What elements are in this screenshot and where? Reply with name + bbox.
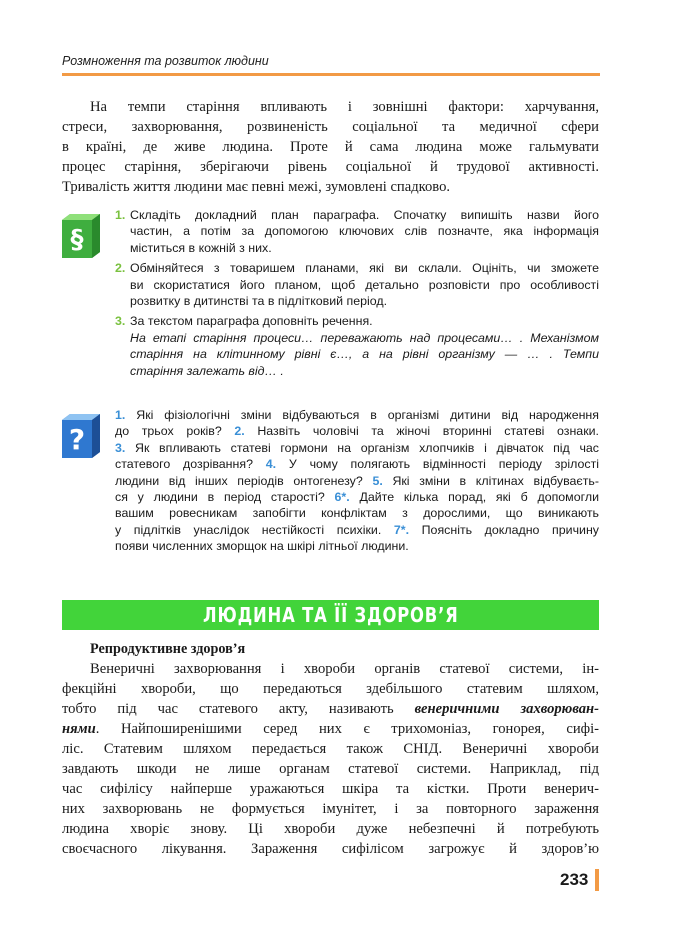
question-line: появи численних зморщок на шкірі літньої людини.	[115, 539, 409, 554]
question-line: вашим ровесникам запобігти конфліктам з дорослими, що виникають	[115, 506, 599, 521]
task-number: 2.	[115, 261, 126, 276]
question-text: Як впливають статеві гормони на організм хлопчиків і дівчаток під час	[135, 440, 599, 455]
paragraph-line: ліс. Статевим шляхом передається також СНІД. Венеричні хвороби	[62, 741, 599, 757]
question-number: 3.	[115, 440, 126, 455]
task-number: 1.	[115, 208, 126, 222]
question-line	[115, 522, 599, 538]
question-number: 1.	[115, 408, 126, 422]
intro-line: На темпи старіння впливають і зовнішні фактори: харчування,	[90, 99, 599, 115]
paragraph-line: Венеричні захворювання і хвороби органів статевої системи, ін-	[90, 661, 599, 677]
intro-line: Тривалість життя людини має певні межі, зумовлені спадково.	[62, 179, 451, 195]
paragraph-line	[62, 719, 599, 739]
task-line: ви скористатися його планом, щоб детально розповісти про особливості	[130, 277, 599, 292]
paragraph-section-icon	[62, 210, 102, 260]
paragraph-line: своєчасного лікування. Зараження сифілісом загрожує й здоров’ю	[62, 841, 599, 857]
task-line: міститься в кожній з них.	[130, 240, 272, 255]
question-line	[115, 440, 599, 456]
question-text: до трьох років?	[115, 424, 222, 439]
question-number: 2.	[234, 424, 245, 439]
intro-line: в країні, де живе людина. Проте й сама людина може гальмувати	[62, 139, 599, 155]
question-number: 6*.	[334, 490, 350, 505]
question-line	[115, 456, 599, 472]
question-text: у підлітків унаслідок нестійкості психіки.	[115, 522, 382, 537]
question-line	[115, 423, 599, 439]
paragraph-line	[62, 699, 599, 719]
paragraph-text: . Найпоширенішими серед них є трихомоніаз, гонорея, сифі-	[95, 721, 599, 737]
paragraph-line: фекційні хвороби, що передаються здебільшого статевим шляхом,	[62, 681, 599, 697]
question-number: 7*.	[393, 522, 410, 537]
task-item	[115, 207, 599, 256]
svg-text:§: §	[70, 225, 84, 255]
question-line	[115, 489, 599, 505]
task-line: частин, а потім за допомогою ключових слів позначте, яка інформація	[130, 224, 599, 239]
question-number: 5.	[372, 473, 383, 488]
question-number: 4.	[265, 457, 277, 472]
section-banner-title: ЛЮДИНА ТА ЇЇ ЗДОРОВ’Я	[202, 603, 459, 627]
page-number: 233	[560, 870, 589, 889]
page-number-bar	[595, 869, 599, 891]
question-list	[115, 407, 599, 555]
intro-paragraph	[62, 97, 599, 197]
task-italic-line: старіння залежать від… .	[130, 363, 284, 378]
question-text: людини від інших періодів онтогенезу?	[115, 473, 363, 488]
question-text: статевого дозрівання?	[115, 457, 253, 472]
task-line: Складіть докладний план параграфа. Спочатку випишіть назви його	[130, 208, 599, 222]
question-text: ся у людини в період старості?	[115, 490, 325, 505]
question-line	[115, 407, 599, 423]
section-paragraph	[62, 659, 599, 859]
term-emphasis: венеричними захворюван-	[414, 701, 599, 717]
question-text: Назвіть чоловічі та жіночі вторинні статеві ознаки.	[257, 424, 599, 439]
paragraph-text: тобто під час статевого акту, називають	[62, 701, 394, 717]
question-text: Які зміни в клітинах відбуваєть-	[392, 473, 599, 488]
task-line: Обміняйтеся з товаришем планами, які ви склали. Оцініть, чи зможете	[130, 261, 599, 276]
paragraph-line: завдають шкоди не лише органам статевої системи. Наприклад, під	[62, 761, 599, 777]
task-line: За текстом параграфа доповніть речення.	[130, 314, 373, 329]
task-number: 3.	[115, 314, 126, 329]
question-line	[115, 473, 599, 489]
question-icon	[62, 410, 102, 460]
task-item	[115, 313, 599, 379]
task-italic-line: На етапі старіння процеси… переважають над процесами… . Механізмом	[130, 330, 599, 345]
task-list	[115, 207, 599, 383]
task-line: розвитку в дитинстві та в підлітковий період.	[130, 294, 388, 309]
running-header: Розмноження та розвиток людини	[62, 54, 269, 68]
section-banner	[62, 600, 599, 630]
task-item	[115, 260, 599, 309]
paragraph-line: час сифілісу найперше уражаються шкіра та кістки. Проти венерич-	[62, 781, 599, 797]
term-emphasis: нями	[62, 721, 96, 737]
question-text: У чому полягають відмінності періоду зрілості	[288, 457, 599, 472]
intro-line: стреси, захворювання, розвиненість соціальної та медичної сфери	[62, 119, 599, 135]
question-text: Поясніть докладно причину	[421, 522, 599, 537]
question-text: Дайте кілька порад, які б допомогли	[359, 490, 599, 505]
section-subtitle: Репродуктивне здоров’я	[90, 641, 246, 657]
header-rule	[62, 73, 600, 76]
paragraph-line: людина хворіє знову. Ці хвороби дуже небезпечні й потребують	[62, 821, 599, 837]
paragraph-line: них захворювань не формується імунітет, і за повторного зараження	[62, 801, 599, 817]
task-italic-line: старіння на клітинному рівні є…, а на рівні організму — … . Темпи	[130, 347, 599, 362]
intro-line: процес старіння, зберігаючи рівень соціальної й трудової активності.	[62, 159, 599, 175]
svg-text:?: ?	[68, 423, 86, 456]
question-text: Які фізіологічні зміни відбуваються в організмі дитини від народження	[136, 408, 599, 422]
